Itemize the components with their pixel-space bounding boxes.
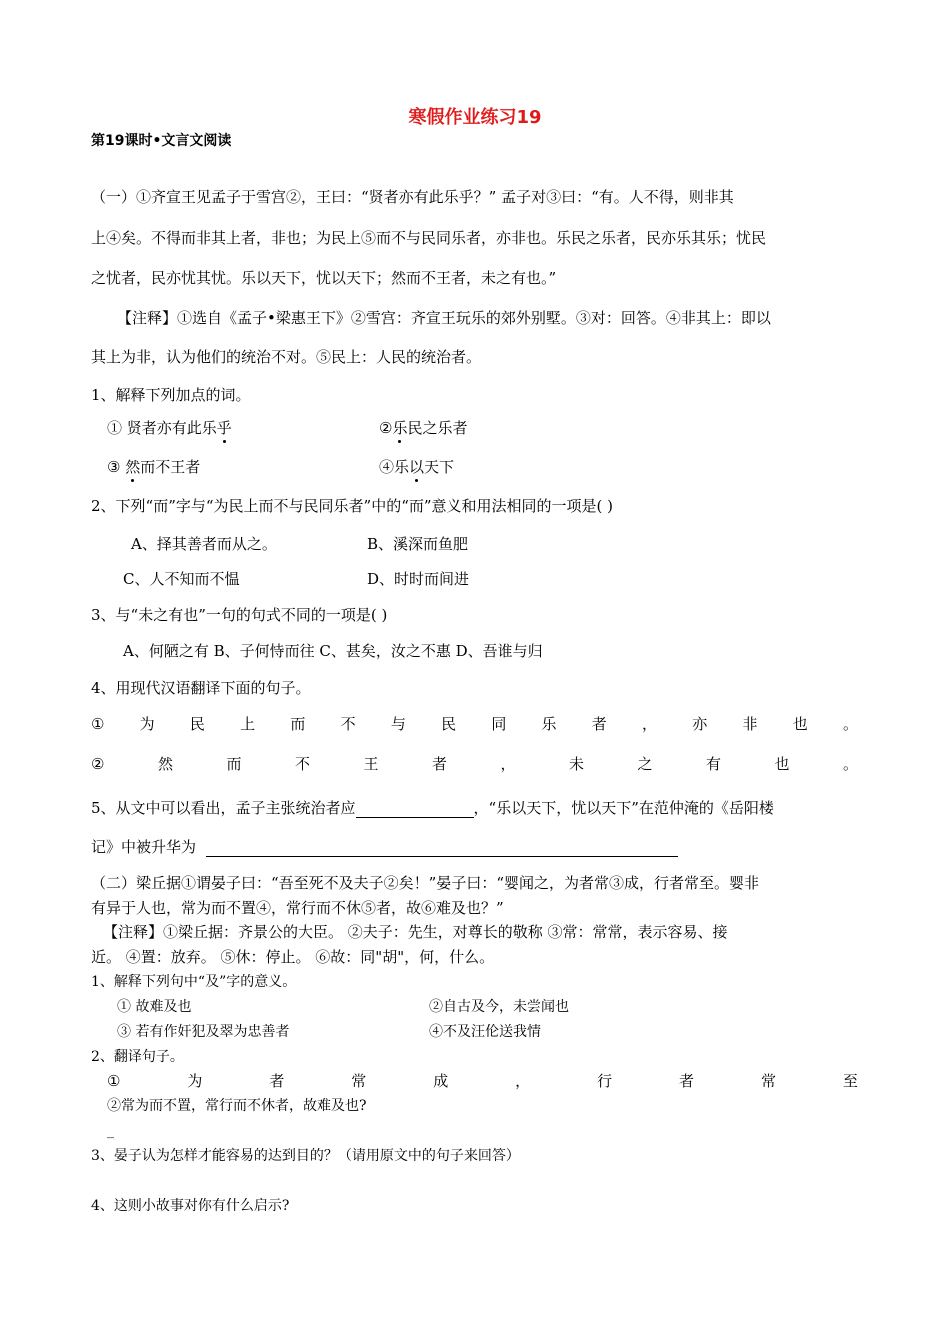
spread-char: ① [107,1072,121,1090]
p1-q1-item-c [107,457,200,477]
p2-q2-sentence2: ②常为而不置，常行而不休者，故难及也? [107,1098,367,1114]
p1-question4: 4、用现代汉语翻译下面的句子。 [91,679,311,697]
lesson-heading: 第19课时•文言文阅读 [91,133,232,149]
spread-char: 也 [792,715,808,733]
p1-q3-options: A、何陋之有 B、子何恃而往 C、甚矣，汝之不惠 D、吾谁与归 [123,642,543,660]
p1-q1-c-text: 而不王者 [140,458,201,476]
p1-q5-text-mid: ，“乐以天下，忧以天下”在范仲淹的《岳阳楼 [473,799,774,817]
spread-char: 行 [597,1072,613,1090]
p1-q2-option-c: C、人不知而不愠 [123,570,240,588]
p1-question1: 1、解释下列加点的词。 [91,386,251,404]
spread-char: 未 [568,755,584,773]
spread-char: 也 [774,755,790,773]
passage2-line2: 有异于人也，常为而不置④，常行而不休⑤者，故⑥难及也？” [91,899,504,917]
p2-q1-item-c: ③ 若有作奸犯及翠为忠善者 [117,1024,290,1040]
passage1-line3: 之忧者，民亦忧其忧。乐以天下，忧以天下；然而不王者，未之有也。” [91,269,557,287]
p1-q1-d-dotted: 以 [409,458,425,476]
passage2-note-line2: 近。 ④置：放弃。 ⑤休：停止。 ⑥故：同"胡"，何，什么。 [91,948,495,966]
p1-q1-item-a [107,418,232,438]
spread-char: 成 [433,1072,449,1090]
spread-char: 者 [431,755,447,773]
page-title: 寒假作业练习19 [408,107,542,128]
spread-char: 者 [269,1072,285,1090]
spread-char: 民 [189,715,205,733]
p1-q2-option-b: B、溪深而鱼肥 [367,535,469,553]
spread-char: 。 [842,755,858,773]
spread-char: 而 [226,755,242,773]
spread-char: 而 [290,715,306,733]
spread-char: 为 [187,1072,203,1090]
p1-q1-b-text: 民之乐者 [407,419,468,437]
p1-question5 [91,798,774,818]
spread-char: 者 [679,1072,695,1090]
p1-q1-a-text: ① 贤者亦有此乐 [107,419,217,437]
spread-char: 非 [742,715,758,733]
spread-char: 。 [842,715,858,733]
p1-question2: 2、下列“而”字与“为民上而不与民同乐者”中的“而”意义和用法相同的一项是( ) [91,497,614,515]
p1-q5-text-line2: 记》中被升华为 [91,838,197,856]
spread-char: ， [642,715,658,733]
passage1-line2: 上④矣。不得而非其上者，非也；为民上⑤而不与民同乐者，亦非也。乐民之乐者，民亦乐其乐；忧民 [91,229,767,247]
p2-question4: 4、这则小故事对你有什么启示? [91,1198,290,1214]
spread-char: 亦 [692,715,708,733]
spread-char: 然 [157,755,173,773]
spread-char: 之 [637,755,653,773]
spread-char: ① [91,715,105,733]
p1-q2-option-a: A、择其善者而从之。 [131,535,277,553]
p1-q1-item-b [379,418,467,438]
spread-char: ， [500,755,516,773]
p2-q2-answer-line: _ [107,1123,114,1139]
spread-char: 常 [760,1072,776,1090]
p1-q5-text-pre: 5、从文中可以看出，孟子主张统治者应 [91,799,356,817]
spread-char: 常 [351,1072,367,1090]
spread-char: 至 [842,1072,858,1090]
passage2-line1: （二）梁丘据①谓晏子曰：“吾至死不及夫子②矣！”晏子曰：“婴闻之，为者常③成，行者常至。婴非 [91,874,760,892]
passage1-note-line1: 【注释】①选自《孟子•梁惠王下》②雪宫：齐宣王玩乐的郊外别墅。③对：回答。④非其上：即以 [117,309,771,327]
p1-q1-c-num: ③ [107,458,126,476]
spread-char: 乐 [541,715,557,733]
p1-question5-line2 [91,837,678,857]
p2-q2-sentence1 [107,1071,858,1091]
p1-q5-blank2[interactable] [206,840,678,857]
spread-char: 同 [491,715,507,733]
p2-q1-item-a: ① 故难及也 [117,999,192,1015]
spread-char: ， [515,1072,531,1090]
p2-question3: 3、晏子认为怎样才能容易的达到目的？（请用原文中的句子来回答） [91,1148,520,1164]
passage1-line1: （一）①齐宣王见孟子于雪宫②，王曰：“贤者亦有此乐乎？” 孟子对③曰：“有。人不得，则非其 [91,188,734,206]
p2-q1-item-d: ④不及汪伦送我情 [429,1024,541,1040]
p1-q1-b-dotted: 乐 [392,419,408,437]
p2-q1-item-b: ②自古及今，未尝闻也 [429,999,569,1015]
spread-char: 有 [705,755,721,773]
spread-char: 不 [340,715,356,733]
spread-char: 上 [240,715,256,733]
p1-q1-b-num: ② [379,419,393,437]
spread-char: 者 [591,715,607,733]
spread-char: 民 [441,715,457,733]
p2-question2: 2、翻译句子。 [91,1049,184,1065]
p1-question3: 3、与“未之有也”一句的句式不同的一项是( ) [91,606,388,624]
p1-q1-item-d [379,457,454,477]
p1-q1-d-text: ④乐 [379,458,410,476]
passage2-note-line1: 【注释】①梁丘据：齐景公的大臣。 ②夫子：先生，对尊长的敬称 ③常：常常，表示容易、接 [103,923,728,941]
spread-char: 不 [294,755,310,773]
spread-char: ② [91,755,105,773]
p2-question1: 1、解释下列句中“及”字的意义。 [91,974,297,990]
spread-char: 与 [390,715,406,733]
p1-q4-sentence1 [91,714,858,734]
p1-q1-a-dotted: 乎 [216,419,232,437]
p1-q4-sentence2 [91,754,858,774]
p1-q1-d-post: 天下 [424,458,455,476]
passage1-note-line2: 其上为非，认为他们的统治不对。⑤民上：人民的统治者。 [91,348,482,366]
p1-q2-option-d: D、时时而间进 [367,570,470,588]
p1-q5-blank1[interactable] [356,801,474,818]
spread-char: 王 [363,755,379,773]
p1-q1-c-dotted: 然 [125,458,141,476]
spread-char: 为 [139,715,155,733]
